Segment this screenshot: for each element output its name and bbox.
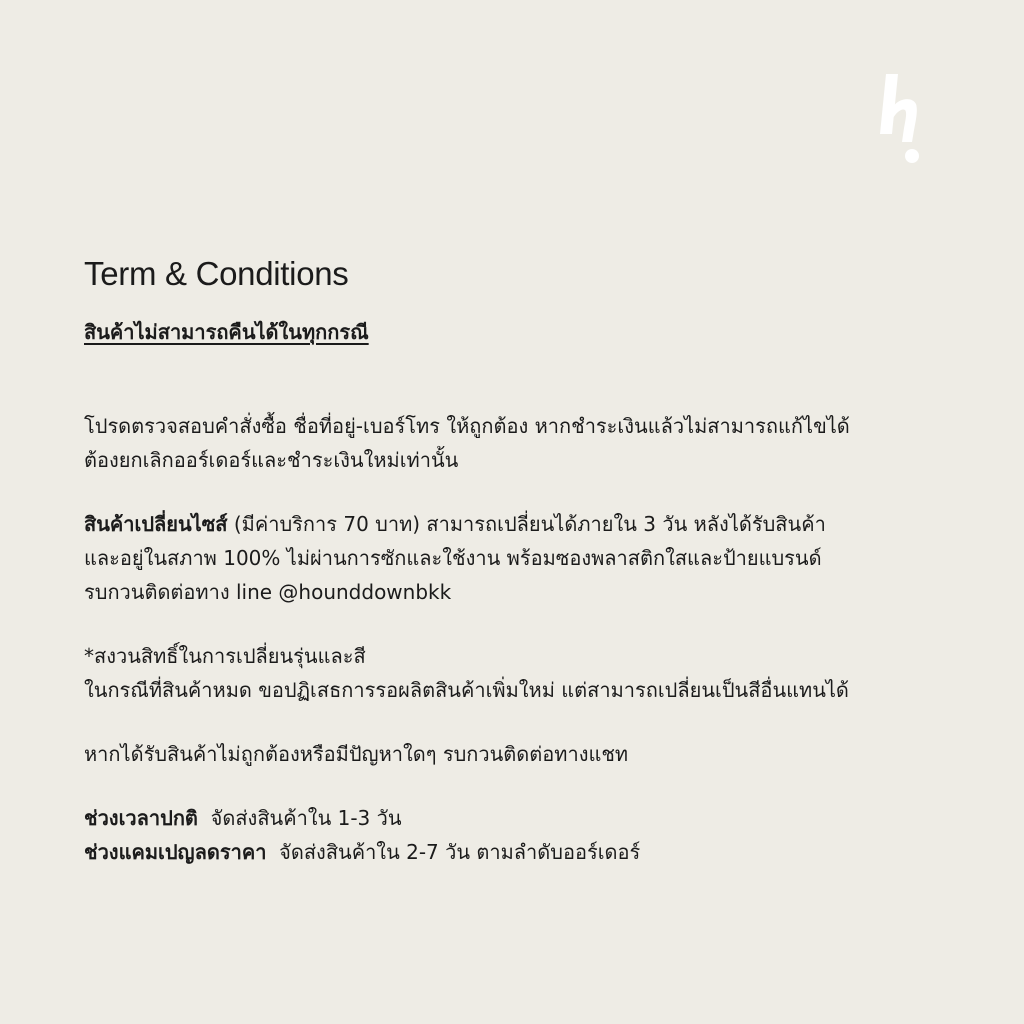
size-exchange-heading: สินค้าเปลี่ยนไซส์ xyxy=(84,512,228,536)
reserve-right-line-2: ในกรณีที่สินค้าหมด ขอปฏิเสธการรอผลิตสินค้าเพิ่มใหม่ แต่สามารถเปลี่ยนเป็นสีอื่นแทนได้ xyxy=(84,678,849,702)
shipping-campaign xyxy=(84,835,964,869)
no-return-notice: สินค้าไม่สามารถคืนได้ในทุกกรณี xyxy=(84,320,369,344)
size-exchange-line-2: และอยู่ในสภาพ 100% ไม่ผ่านการซักและใช้งาน พร้อมซองพลาสติกใสและป้ายแบรนด์ xyxy=(84,546,822,570)
check-order-section xyxy=(84,409,964,477)
wrong-item-notice: หากได้รับสินค้าไม่ถูกต้องหรือมีปัญหาใดๆ รบกวนติดต่อทางแชท xyxy=(84,742,629,766)
shipping-section xyxy=(84,801,964,869)
shipping-normal-label: ช่วงเวลาปกติ xyxy=(84,806,198,830)
size-exchange-line-3: รบกวนติดต่อทาง line @hounddownbkk xyxy=(84,580,452,604)
size-exchange-line-1 xyxy=(84,507,964,541)
size-exchange-line-1-text: (มีค่าบริการ 70 บาท) สามารถเปลี่ยนได้ภายใน 3 วัน หลังได้รับสินค้า xyxy=(227,512,826,536)
page-title: Term & Conditions xyxy=(84,255,349,292)
shipping-campaign-text: จัดส่งสินค้าใน 2-7 วัน ตามลำดับออร์เดอร์ xyxy=(266,840,641,864)
shipping-normal-text: จัดส่งสินค้าใน 1-3 วัน xyxy=(197,806,402,830)
terms-content xyxy=(84,252,964,869)
reserve-right-line-1: *สงวนสิทธิ์ในการเปลี่ยนรุ่นและสี xyxy=(84,644,366,668)
h-exclamation-logo-icon xyxy=(872,68,932,168)
reserve-right-section xyxy=(84,639,964,707)
check-order-line-2: ต้องยกเลิกออร์เดอร์และชำระเงินใหม่เท่านั้น xyxy=(84,448,459,472)
check-order-line-1: โปรดตรวจสอบคำสั่งซื้อ ชื่อที่อยู่-เบอร์โทร ให้ถูกต้อง หากชำระเงินแล้วไม่สามารถแก้ไขได้ xyxy=(84,414,850,438)
shipping-campaign-label: ช่วงแคมเปญลดราคา xyxy=(84,840,267,864)
shipping-normal xyxy=(84,801,964,835)
size-exchange-section xyxy=(84,507,964,609)
